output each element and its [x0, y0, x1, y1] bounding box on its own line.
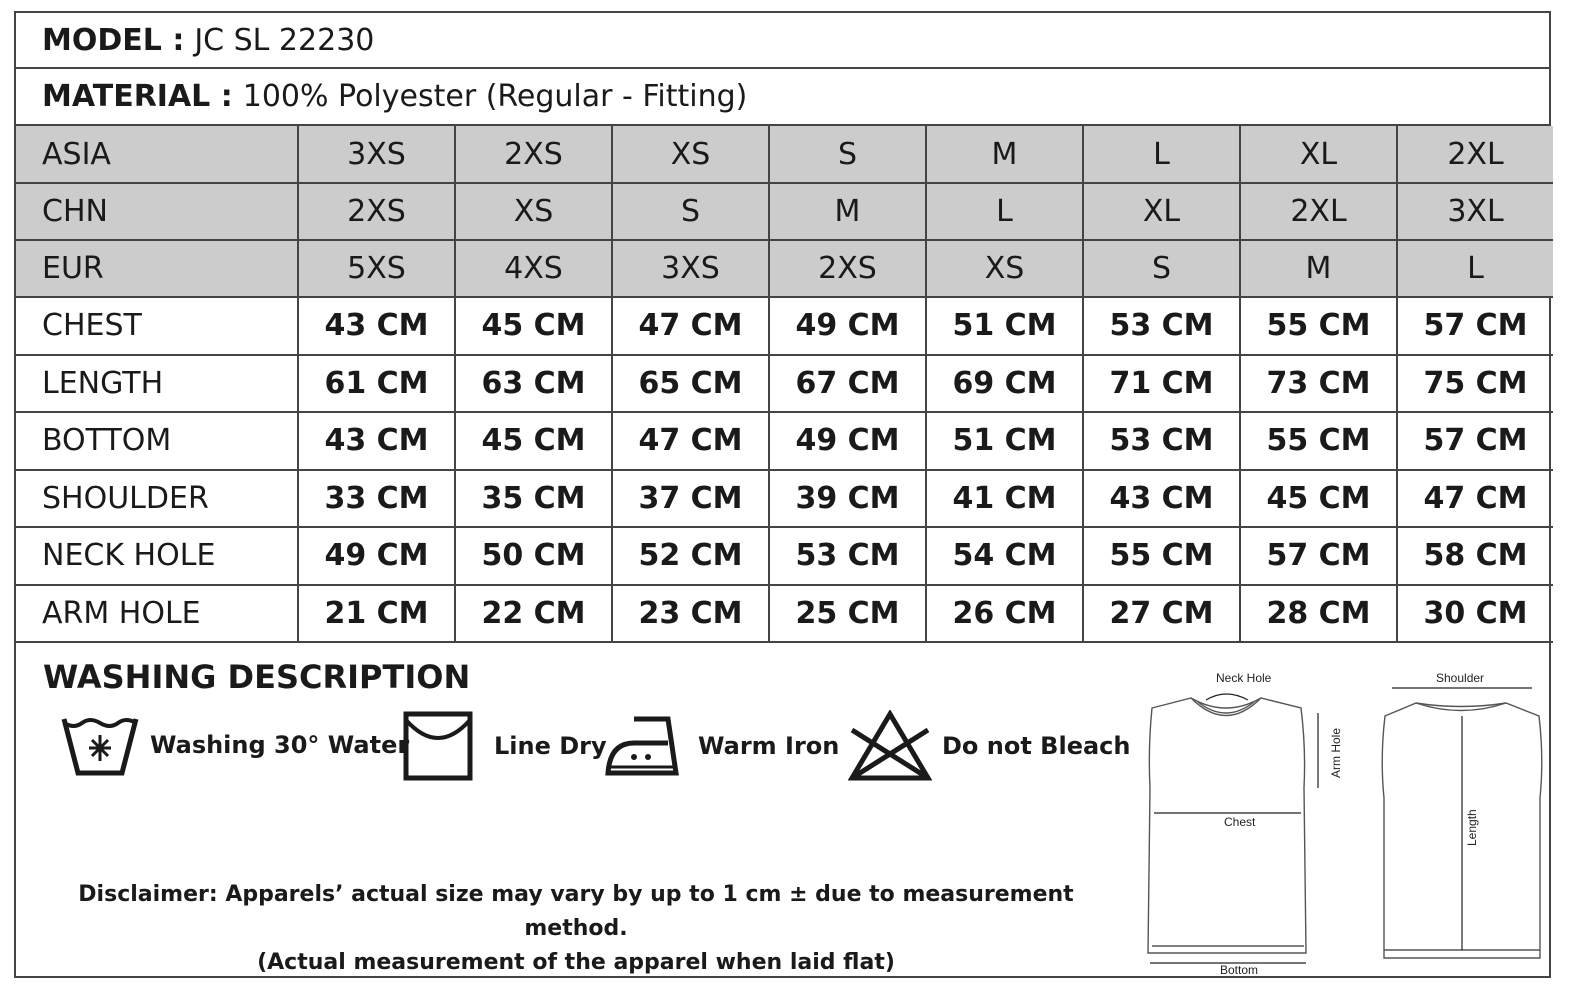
iron-icon — [604, 713, 688, 779]
measurement-cell: 53 CM — [769, 527, 926, 585]
measurement-cell: 23 CM — [612, 585, 769, 643]
size-cell: S — [1083, 240, 1240, 297]
size-cell: M — [769, 183, 926, 240]
measurement-cell: 63 CM — [455, 355, 612, 413]
measurement-cell: 55 CM — [1083, 527, 1240, 585]
measurement-cell: 65 CM — [612, 355, 769, 413]
region-label: CHN — [16, 183, 298, 240]
measurement-row — [16, 527, 1553, 585]
size-cell: L — [1083, 126, 1240, 183]
measurement-label: CHEST — [16, 297, 298, 355]
size-cell: 2XL — [1240, 183, 1397, 240]
size-chart-sheet — [14, 11, 1551, 978]
no-bleach-icon — [848, 710, 932, 782]
measurement-cell: 55 CM — [1240, 297, 1397, 355]
size-cell: 2XS — [298, 183, 455, 240]
measurement-cell: 47 CM — [1397, 470, 1553, 528]
region-label: ASIA — [16, 126, 298, 183]
size-cell: L — [1397, 240, 1553, 297]
material-value: 100% Polyester (Regular - Fitting) — [242, 79, 748, 114]
size-cell: XS — [926, 240, 1083, 297]
measurement-cell: 51 CM — [926, 412, 1083, 470]
diagram-neck-hole-label: Neck Hole — [1216, 671, 1272, 685]
diagram-arm-hole-label: Arm Hole — [1329, 727, 1343, 778]
diagram-bottom-label: Bottom — [1220, 963, 1259, 977]
size-cell: M — [926, 126, 1083, 183]
region-label: EUR — [16, 240, 298, 297]
measurement-cell: 61 CM — [298, 355, 455, 413]
measurement-cell: 28 CM — [1240, 585, 1397, 643]
measurement-cell: 53 CM — [1083, 297, 1240, 355]
measurement-cell: 69 CM — [926, 355, 1083, 413]
size-cell: 3XS — [298, 126, 455, 183]
measurement-label: SHOULDER — [16, 470, 298, 528]
care-label-dry: Line Dry — [494, 732, 607, 760]
care-label-iron: Warm Iron — [698, 732, 840, 760]
measurement-row — [16, 297, 1553, 355]
care-item-dry — [402, 710, 607, 782]
model-row — [16, 13, 1549, 69]
size-cell: XS — [612, 126, 769, 183]
care-label-wash: Washing 30° Water — [150, 731, 410, 759]
size-cell: 2XS — [455, 126, 612, 183]
size-cell: 5XS — [298, 240, 455, 297]
washing-title: WASHING DESCRIPTION — [43, 658, 471, 696]
measurement-cell: 57 CM — [1397, 412, 1553, 470]
measurement-cell: 45 CM — [455, 412, 612, 470]
measurement-cell: 33 CM — [298, 470, 455, 528]
care-label-bleach: Do not Bleach — [942, 732, 1131, 760]
measurement-label: LENGTH — [16, 355, 298, 413]
disclaimer-line-1: Disclaimer: Apparels’ actual size may vary by up to 1 cm ± due to measurement method. — [78, 882, 1074, 941]
care-item-wash — [60, 713, 409, 777]
measurement-cell: 49 CM — [769, 297, 926, 355]
measurement-cell: 75 CM — [1397, 355, 1553, 413]
care-item-bleach — [848, 710, 1130, 782]
measurement-cell: 43 CM — [298, 297, 455, 355]
measurement-cell: 37 CM — [612, 470, 769, 528]
measurement-cell: 45 CM — [1240, 470, 1397, 528]
model-value: JC SL 22230 — [194, 22, 375, 58]
measurement-cell: 30 CM — [1397, 585, 1553, 643]
size-cell: XS — [455, 183, 612, 240]
measurement-cell: 26 CM — [926, 585, 1083, 643]
measurement-cell: 51 CM — [926, 297, 1083, 355]
model-label: MODEL : — [42, 22, 185, 58]
measurement-cell: 49 CM — [298, 527, 455, 585]
size-cell: L — [926, 183, 1083, 240]
measurement-row — [16, 412, 1553, 470]
size-cell: 3XL — [1397, 183, 1553, 240]
size-cell: 4XS — [455, 240, 612, 297]
size-cell: XL — [1240, 126, 1397, 183]
size-cell: 2XS — [769, 240, 926, 297]
diagram-shoulder-label: Shoulder — [1436, 671, 1485, 685]
diagram-chest-label: Chest — [1224, 815, 1256, 829]
measurement-cell: 50 CM — [455, 527, 612, 585]
measurement-cell: 57 CM — [1240, 527, 1397, 585]
measurement-cell: 55 CM — [1240, 412, 1397, 470]
line-dry-icon — [402, 710, 474, 782]
size-cell: XL — [1083, 183, 1240, 240]
care-item-iron — [604, 713, 839, 779]
measurement-cell: 21 CM — [298, 585, 455, 643]
measurement-cell: 22 CM — [455, 585, 612, 643]
measurement-row — [16, 585, 1553, 643]
size-cell: M — [1240, 240, 1397, 297]
region-row — [16, 126, 1553, 183]
region-row — [16, 240, 1553, 297]
wash-tub-icon — [60, 713, 140, 777]
disclaimer-line-2: (Actual measurement of the apparel when laid flat) — [257, 950, 895, 975]
size-cell: 3XS — [612, 240, 769, 297]
measurement-cell: 58 CM — [1397, 527, 1553, 585]
measurement-cell: 53 CM — [1083, 412, 1240, 470]
measurement-cell: 43 CM — [298, 412, 455, 470]
measurement-row — [16, 470, 1553, 528]
measurement-label: ARM HOLE — [16, 585, 298, 643]
measurement-cell: 67 CM — [769, 355, 926, 413]
measurement-cell: 47 CM — [612, 297, 769, 355]
measurement-cell: 41 CM — [926, 470, 1083, 528]
disclaimer — [46, 878, 1106, 980]
material-label: MATERIAL : — [42, 79, 233, 114]
measurement-cell: 25 CM — [769, 585, 926, 643]
measurement-cell: 73 CM — [1240, 355, 1397, 413]
size-cell: S — [769, 126, 926, 183]
measurement-cell: 57 CM — [1397, 297, 1553, 355]
measurement-label: BOTTOM — [16, 412, 298, 470]
size-cell: S — [612, 183, 769, 240]
material-row — [16, 69, 1549, 126]
garment-diagram — [1136, 658, 1556, 978]
size-table — [16, 126, 1553, 643]
measurement-cell: 43 CM — [1083, 470, 1240, 528]
diagram-length-label: Length — [1465, 809, 1479, 846]
measurement-row — [16, 355, 1553, 413]
size-cell: 2XL — [1397, 126, 1553, 183]
measurement-cell: 49 CM — [769, 412, 926, 470]
measurement-cell: 27 CM — [1083, 585, 1240, 643]
measurement-cell: 71 CM — [1083, 355, 1240, 413]
region-row — [16, 183, 1553, 240]
measurement-cell: 45 CM — [455, 297, 612, 355]
measurement-cell: 47 CM — [612, 412, 769, 470]
measurement-cell: 54 CM — [926, 527, 1083, 585]
measurement-label: NECK HOLE — [16, 527, 298, 585]
measurement-cell: 35 CM — [455, 470, 612, 528]
measurement-cell: 39 CM — [769, 470, 926, 528]
measurement-cell: 52 CM — [612, 527, 769, 585]
